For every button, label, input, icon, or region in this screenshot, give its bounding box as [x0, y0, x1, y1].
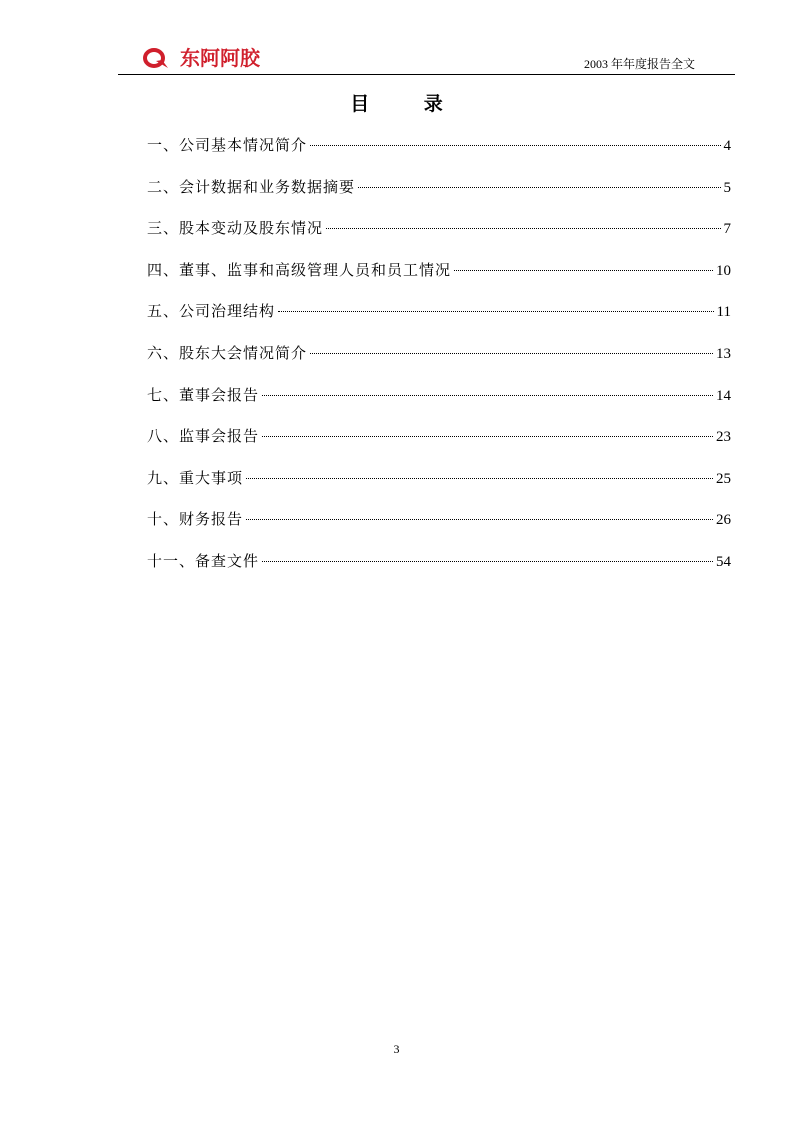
toc-leader-dots	[278, 311, 714, 312]
toc-leader-dots	[454, 270, 713, 271]
toc-entry[interactable]	[147, 507, 731, 549]
toc-entry-page: 54	[716, 553, 731, 570]
toc-leader-dots	[310, 145, 720, 146]
toc-entry-label: 三、股本变动及股东情况	[147, 219, 324, 238]
toc-entry[interactable]	[147, 383, 731, 425]
toc-entry[interactable]	[147, 341, 731, 383]
toc-entry-page: 23	[716, 429, 731, 446]
toc-entry-page: 10	[716, 262, 731, 279]
toc-leader-dots	[262, 436, 713, 437]
toc-entry-label: 一、公司基本情况简介	[147, 136, 308, 154]
page-number: 3	[393, 1042, 400, 1056]
toc-leader-dots	[246, 519, 713, 520]
toc-entry[interactable]	[147, 549, 731, 591]
toc-entry[interactable]	[147, 299, 731, 341]
company-logo	[142, 46, 260, 70]
toc-entry-label: 七、董事会报告	[147, 385, 260, 404]
toc-entry-label: 六、股东大会情况简介	[147, 343, 308, 362]
toc-leader-dots	[358, 187, 720, 188]
page-header	[118, 38, 735, 75]
logo-mark-icon	[142, 47, 172, 69]
toc-entry[interactable]	[147, 258, 731, 300]
toc-entry-page: 5	[723, 179, 731, 196]
toc-entry-label: 九、重大事项	[147, 468, 244, 487]
toc-entry[interactable]	[147, 466, 731, 508]
toc-entry-label: 四、董事、监事和高级管理人员和员工情况	[147, 260, 452, 279]
toc-entry-label: 十一、备查文件	[147, 551, 260, 570]
toc-entry-page: 26	[716, 512, 731, 529]
toc-entry-page: 14	[716, 387, 731, 404]
toc-entry[interactable]	[147, 175, 731, 217]
toc-entry-page: 7	[723, 221, 731, 238]
report-title: 2003 年年度报告全文	[583, 57, 695, 71]
toc-entry-page: 4	[723, 138, 731, 154]
toc-entry[interactable]	[147, 216, 731, 258]
toc-leader-dots	[246, 478, 713, 479]
toc-leader-dots	[310, 353, 713, 354]
toc-entry[interactable]	[147, 424, 731, 466]
toc-leader-dots	[326, 228, 720, 229]
toc-entry-label: 五、公司治理结构	[147, 302, 276, 321]
toc-entry-page: 13	[716, 345, 731, 362]
toc-leader-dots	[262, 395, 713, 396]
logo-text: 东阿阿胶	[180, 46, 260, 70]
toc-entry[interactable]	[147, 133, 731, 175]
toc-entry-label: 二、会计数据和业务数据摘要	[147, 177, 356, 196]
toc-entry-page: 11	[716, 304, 731, 321]
toc-heading: 目 录	[350, 93, 467, 115]
toc-entry-label: 十、财务报告	[147, 510, 244, 529]
toc-entry-page: 25	[716, 470, 731, 487]
toc-entry-label: 八、监事会报告	[147, 427, 260, 446]
table-of-contents	[147, 133, 731, 591]
toc-leader-dots	[262, 561, 713, 562]
